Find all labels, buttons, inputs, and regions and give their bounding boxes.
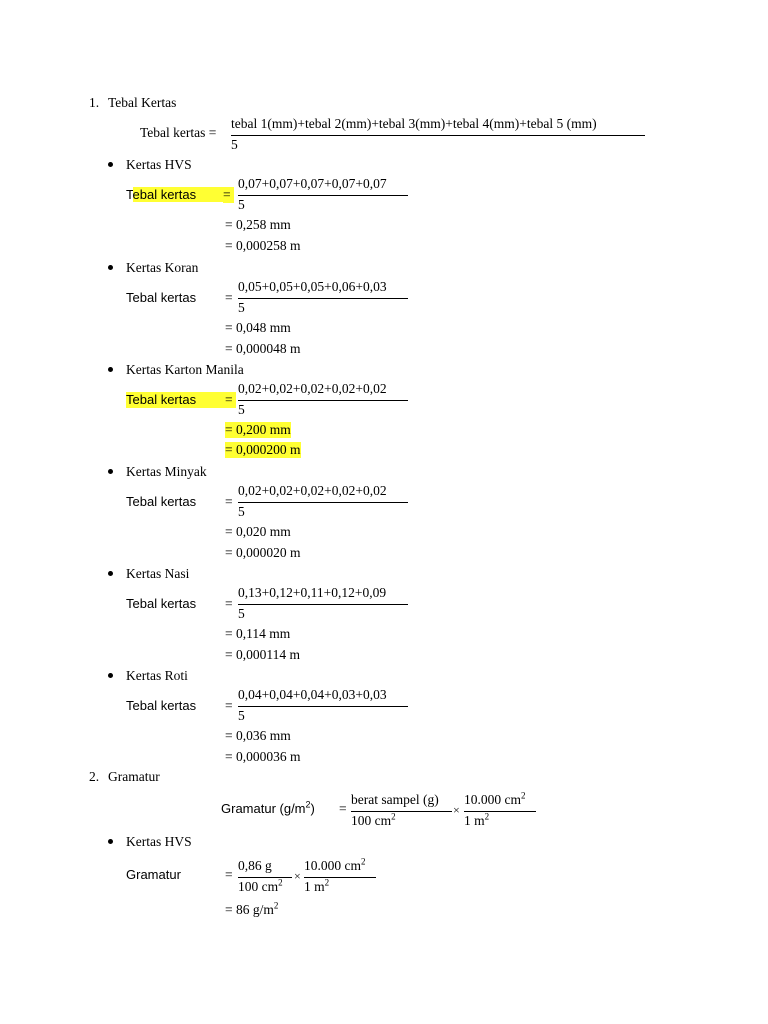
item-result-mm-roti: = 0,036 mm xyxy=(225,728,291,743)
item-result-mm-minyak: = 0,020 mm xyxy=(225,524,291,539)
fraction-numerator xyxy=(304,858,366,874)
item-result-m-minyak: = 0,000020 m xyxy=(225,545,301,560)
fraction-bar xyxy=(238,400,408,401)
item-label-nasi: Tebal kertas xyxy=(126,596,197,611)
section2-heading: Gramatur xyxy=(108,769,160,784)
bullet-icon xyxy=(108,162,113,167)
gramatur-formula-label xyxy=(221,801,315,817)
gramatur-formula-eq: = xyxy=(339,801,347,816)
fraction-bar xyxy=(231,135,645,136)
fraction-denominator xyxy=(351,813,396,829)
gramatur-item-result-hvs xyxy=(225,902,278,918)
item-name-minyak: Kertas Minyak xyxy=(126,464,207,479)
item-denominator: 5 xyxy=(238,300,245,315)
bullet-icon xyxy=(108,265,113,270)
den-text: 100 cm xyxy=(351,813,392,828)
item-result-m-koran: = 0,000048 m xyxy=(225,341,301,356)
den-text: 1 m xyxy=(304,879,325,894)
item-eq-hvs: = xyxy=(223,187,234,203)
bullet-icon xyxy=(108,367,113,372)
times-sign: × xyxy=(294,869,301,883)
fraction-bar xyxy=(464,811,536,812)
item-result-m-hvs: = 0,000258 m xyxy=(225,238,301,253)
fraction-bar xyxy=(238,877,292,878)
den-exponent: 2 xyxy=(484,811,490,822)
num-exponent: 2 xyxy=(361,856,366,867)
fraction-denominator xyxy=(304,879,329,895)
item-label-roti: Tebal kertas xyxy=(126,698,197,713)
formula-label: Tebal kertas = xyxy=(140,125,217,140)
formula-numerator: tebal 1(mm)+tebal 2(mm)+tebal 3(mm)+tebal 4(mm)+tebal 5 (mm) xyxy=(231,116,597,131)
num-text: 10.000 cm xyxy=(304,858,361,873)
item-name-nasi: Kertas Nasi xyxy=(126,566,190,581)
item-label-karton-manila: Tebal kertas xyxy=(126,392,224,408)
item-result-m-nasi: = 0,000114 m xyxy=(225,647,300,662)
item-numerator: 0,13+0,12+0,11+0,12+0,09 xyxy=(238,585,387,600)
gramatur-item-eq-hvs: = xyxy=(225,867,233,882)
item-numerator: 0,04+0,04+0,04+0,03+0,03 xyxy=(238,687,387,702)
den-exponent: 2 xyxy=(278,877,283,888)
item-result-mm-hvs: = 0,258 mm xyxy=(225,217,291,232)
item-label-koran: Tebal kertas xyxy=(126,290,197,305)
fraction-denominator xyxy=(238,879,283,895)
fraction-bar xyxy=(238,502,408,503)
label-highlight xyxy=(133,187,225,202)
item-eq-nasi: = xyxy=(225,596,233,611)
fraction-bar xyxy=(238,706,408,707)
item-name-koran: Kertas Koran xyxy=(126,260,199,275)
item-name-roti: Kertas Roti xyxy=(126,668,188,683)
item-label-hvs xyxy=(126,187,224,203)
fraction-bar xyxy=(351,811,452,812)
fraction-numerator: 0,86 g xyxy=(238,858,272,873)
den-exponent: 2 xyxy=(391,811,396,822)
bullet-icon xyxy=(108,673,113,678)
den-exponent: 2 xyxy=(324,877,330,888)
num-exponent: 2 xyxy=(521,790,526,801)
fraction-numerator: berat sampel (g) xyxy=(351,792,439,807)
item-eq-minyak: = xyxy=(225,494,233,509)
item-result-m-karton-manila: = 0,000200 m xyxy=(225,442,301,457)
item-result-mm-karton-manila: = 0,200 mm xyxy=(225,422,291,437)
bullet-icon xyxy=(108,839,113,844)
result-exponent: 2 xyxy=(273,900,279,911)
times-sign: × xyxy=(453,803,460,817)
fraction-numerator xyxy=(464,792,526,808)
fraction-bar xyxy=(238,195,408,196)
num-text: 10.000 cm xyxy=(464,792,521,807)
fraction-bar xyxy=(304,877,376,878)
item-result-mm-koran: = 0,048 mm xyxy=(225,320,291,335)
fraction-bar xyxy=(238,298,408,299)
item-eq-roti: = xyxy=(225,698,233,713)
section1-number: 1. xyxy=(89,95,100,110)
item-eq-karton-manila: = xyxy=(223,392,236,408)
label-text: Gramatur (g/m xyxy=(221,801,306,816)
item-numerator: 0,05+0,05+0,05+0,06+0,03 xyxy=(238,279,387,294)
section1-heading: Tebal Kertas xyxy=(108,95,177,110)
item-name-karton-manila: Kertas Karton Manila xyxy=(126,362,244,377)
label-exponent: 2 xyxy=(305,799,311,810)
item-label-minyak: Tebal kertas xyxy=(126,494,197,509)
label-close: ) xyxy=(310,801,315,816)
item-denominator: 5 xyxy=(238,402,245,417)
bullet-icon xyxy=(108,571,113,576)
gramatur-item-label-hvs: Gramatur xyxy=(126,867,181,882)
fraction-bar xyxy=(238,604,408,605)
bullet-icon xyxy=(108,469,113,474)
item-denominator: 5 xyxy=(238,708,245,723)
item-numerator: 0,02+0,02+0,02+0,02+0,02 xyxy=(238,483,387,498)
result-text: = 86 g/m xyxy=(225,902,274,917)
item-numerator: 0,02+0,02+0,02+0,02+0,02 xyxy=(238,381,387,396)
formula-denominator: 5 xyxy=(231,137,238,152)
item-denominator: 5 xyxy=(238,606,245,621)
label-start: T xyxy=(126,187,133,202)
item-name-hvs: Kertas HVS xyxy=(126,157,192,172)
item-denominator: 5 xyxy=(238,504,245,519)
fraction-denominator xyxy=(464,813,489,829)
label-rest: ebal kertas xyxy=(132,187,197,202)
item-eq-koran: = xyxy=(225,290,233,305)
section2-number: 2. xyxy=(89,769,100,784)
den-text: 1 m xyxy=(464,813,485,828)
item-denominator: 5 xyxy=(238,197,245,212)
gramatur-item-name-hvs: Kertas HVS xyxy=(126,834,192,849)
item-result-mm-nasi: = 0,114 mm xyxy=(225,626,291,641)
den-text: 100 cm xyxy=(238,879,279,894)
item-result-m-roti: = 0,000036 m xyxy=(225,749,301,764)
item-numerator: 0,07+0,07+0,07+0,07+0,07 xyxy=(238,176,387,191)
